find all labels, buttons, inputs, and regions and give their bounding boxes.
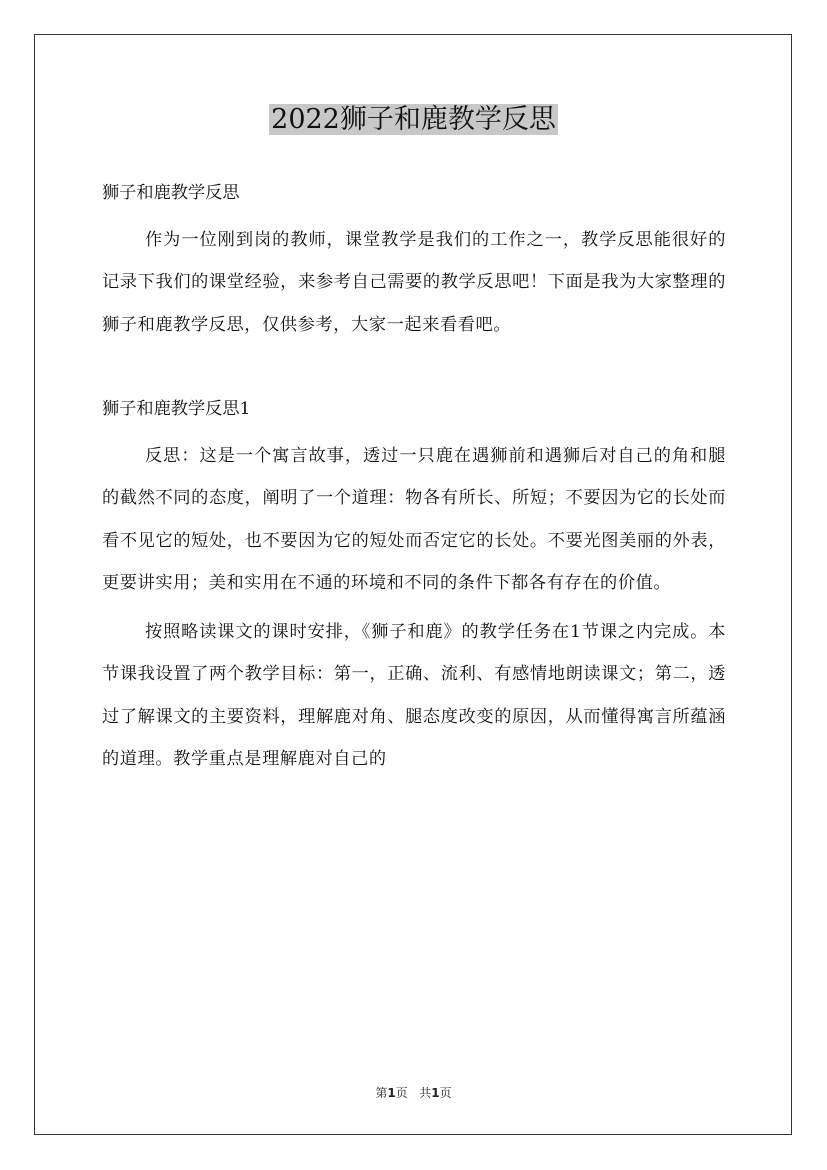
- document-title-text: 2022狮子和鹿教学反思: [271, 104, 556, 135]
- page-suffix: 页: [395, 1086, 408, 1100]
- section-heading-1: 狮子和鹿教学反思1: [102, 399, 251, 419]
- total-suffix: 页: [439, 1086, 452, 1100]
- page-prefix: 第: [375, 1086, 388, 1100]
- section-heading-intro: 狮子和鹿教学反思: [102, 183, 240, 203]
- document-title: [0, 98, 827, 142]
- intro-paragraph: 作为一位刚到岗的教师，课堂教学是我们的工作之一，教学反思能很好的记录下我们的课堂经验，来参考自己需要的教学反思吧！下面是我为大家整理的狮子和鹿教学反思，仅供参考，大家一起来看看吧。: [102, 229, 726, 335]
- reflection-paragraph: 反思：这是一个寓言故事，透过一只鹿在遇狮前和遇狮后对自己的角和腿的截然不同的态度，阐明了一个道理：物各有所长、所短；不要因为它的长处而看不见它的短处，也不要因为它的短处而否定它的长处。不要光图美丽的外表，更要讲实用；美和实用在不通的环境和不同的条件下都各有存在的价值。: [102, 445, 726, 593]
- page-number: 1: [387, 1086, 396, 1100]
- total-pages: 1: [431, 1086, 440, 1100]
- page-footer: [0, 1084, 827, 1101]
- total-prefix: 共: [419, 1086, 432, 1100]
- document-body: [102, 172, 726, 781]
- lesson-plan-paragraph: 按照略读课文的课时安排，《狮子和鹿》的教学任务在1节课之内完成。本节课我设置了两个教学目标：第一，正确、流利、有感情地朗读课文；第二，透过了解课文的主要资料，理解鹿对角、腿态度改变的原因，从而懂得寓言所蕴涵的道理。教学重点是理解鹿对自己的: [102, 621, 726, 769]
